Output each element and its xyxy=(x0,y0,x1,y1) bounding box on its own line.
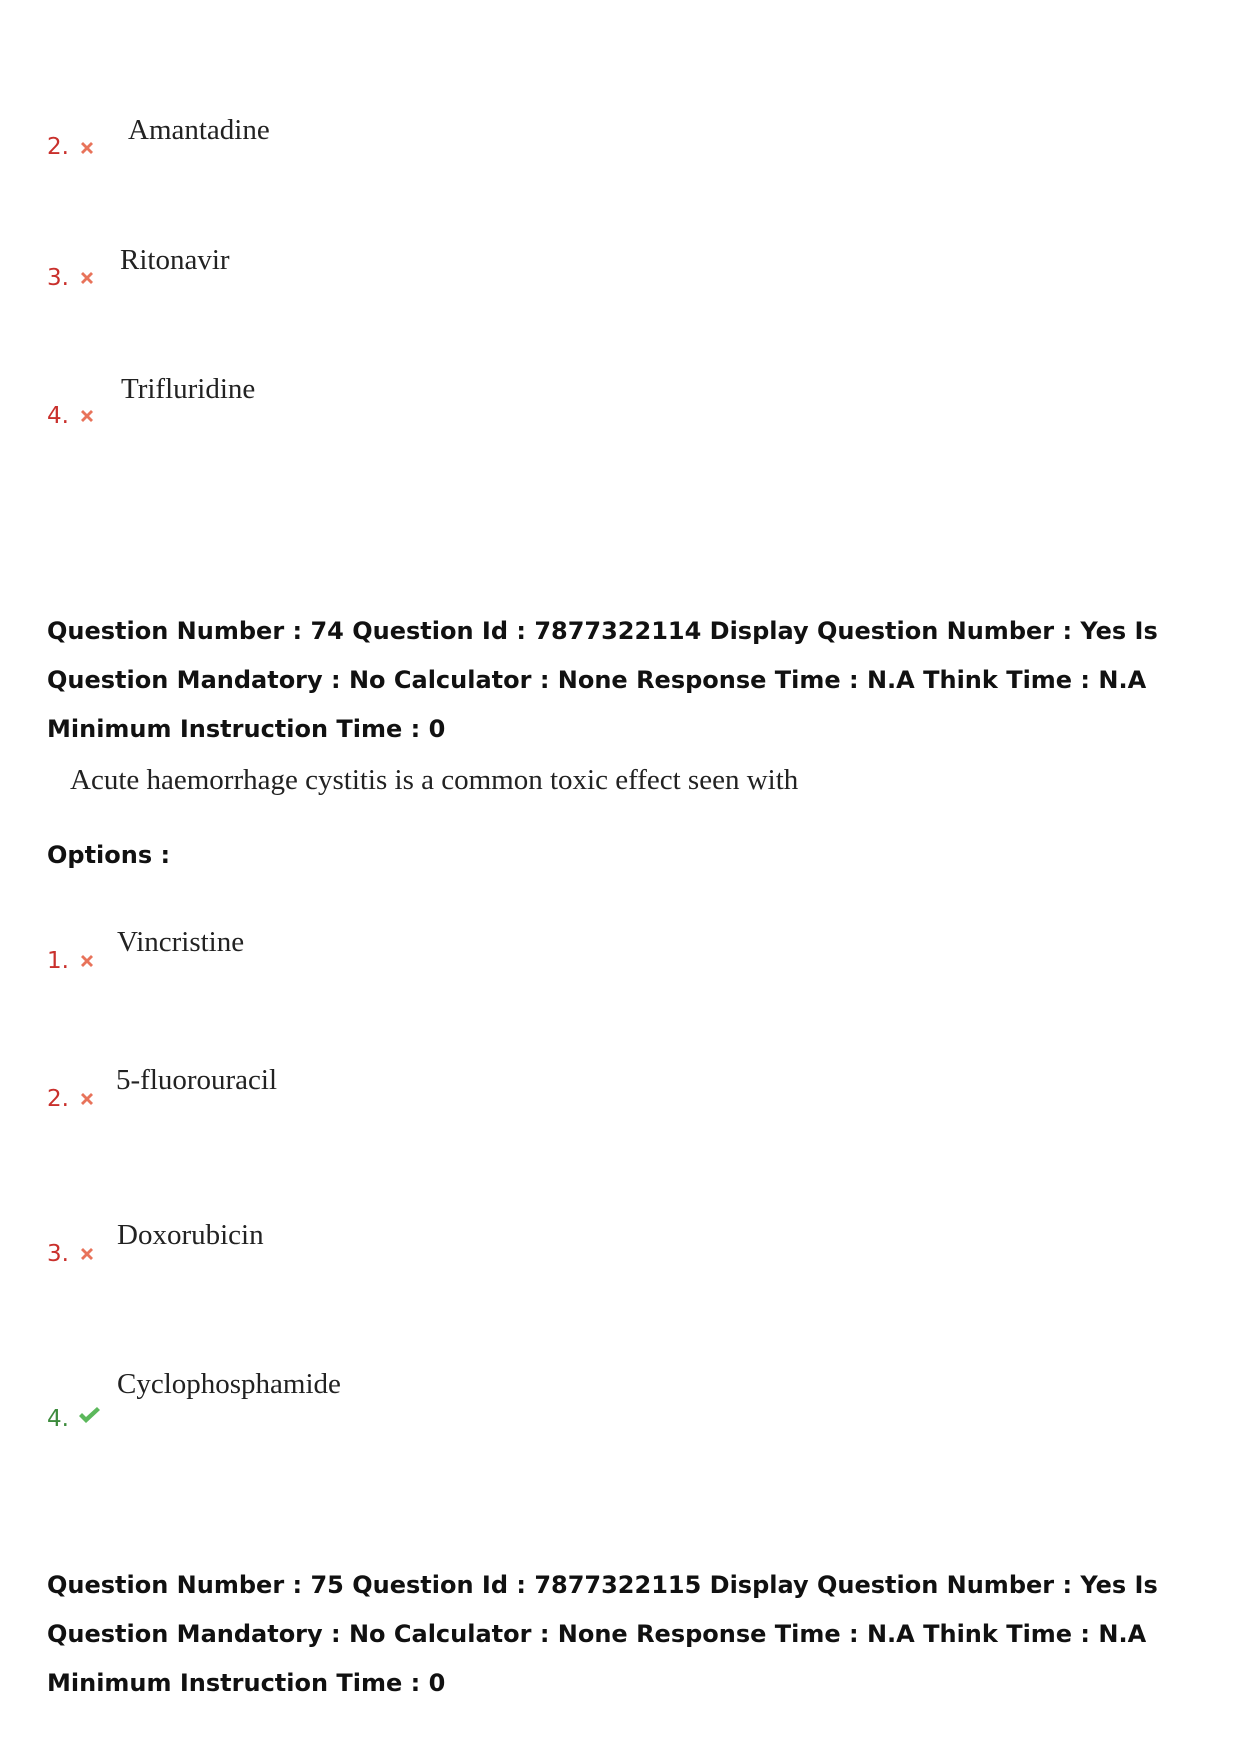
option-row xyxy=(47,243,647,293)
option-row xyxy=(47,372,647,429)
cross-icon xyxy=(77,1089,97,1109)
options-label: Options : xyxy=(47,841,171,869)
option-text: 5-fluorouracil xyxy=(116,1064,278,1096)
question-text: Acute haemorrhage cystitis is a common toxic effect seen with xyxy=(70,764,799,796)
cross-icon xyxy=(77,268,97,288)
cross-icon xyxy=(77,406,97,426)
option-row xyxy=(47,1063,647,1113)
option-number: 4. xyxy=(47,1406,69,1432)
option-text: Trifluridine xyxy=(121,373,256,405)
option-number: 2. xyxy=(47,134,69,160)
option-text: Vincristine xyxy=(117,926,245,958)
question-meta: Question Number : 74 Question Id : 7877322114 Display Question Number : Yes Is Question Mandatory : No Calculator : None Response Time : N.A Think Time : N.A Minimum Instruction Time : 0 xyxy=(47,617,1158,743)
option-text: Ritonavir xyxy=(120,244,230,276)
cross-icon xyxy=(77,1244,97,1264)
option-number: 2. xyxy=(47,1086,69,1112)
cross-icon xyxy=(77,138,97,158)
option-row xyxy=(47,1218,647,1268)
question-meta: Question Number : 75 Question Id : 7877322115 Display Question Number : Yes Is Question Mandatory : No Calculator : None Response Time : N.A Think Time : N.A Minimum Instruction Time : 0 xyxy=(47,1571,1158,1697)
option-number: 3. xyxy=(47,1241,69,1267)
cross-icon xyxy=(77,951,97,971)
option-text: Cyclophosphamide xyxy=(117,1368,341,1400)
option-number: 3. xyxy=(47,265,69,291)
option-number: 4. xyxy=(47,403,69,429)
option-row xyxy=(47,1367,647,1432)
check-icon xyxy=(77,1405,101,1425)
option-row xyxy=(47,113,647,163)
option-row xyxy=(47,925,647,975)
option-text: Amantadine xyxy=(128,114,270,146)
option-text: Doxorubicin xyxy=(117,1219,264,1251)
option-number: 1. xyxy=(47,948,69,974)
